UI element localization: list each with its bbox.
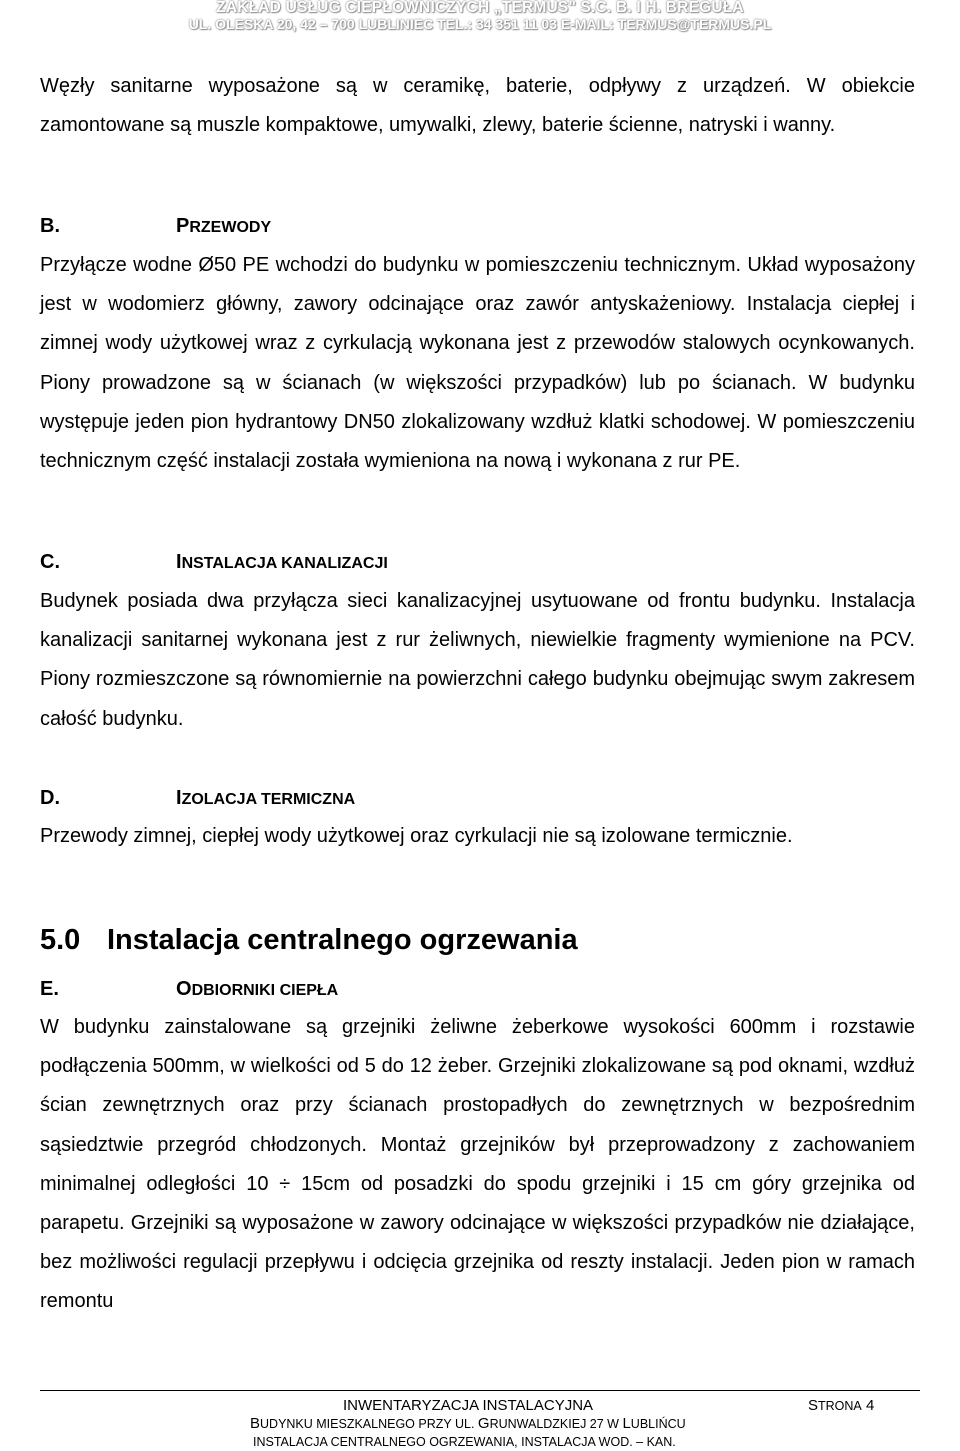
section-d-body	[40, 817, 915, 856]
section-title: ODBIORNIKI CIEPŁA	[176, 978, 339, 1000]
section-heading	[40, 786, 915, 812]
section-heading	[40, 550, 915, 576]
section-c-body	[40, 582, 915, 739]
footer-title: INWENTARYZACJA INSTALACYJNA	[343, 1397, 594, 1414]
footer-page: STRONA 4	[808, 1397, 875, 1414]
chapter-number: 5.0	[40, 924, 81, 956]
footer-divider	[40, 1390, 920, 1391]
section-c	[40, 550, 915, 576]
section-b-body	[40, 246, 915, 481]
section-heading	[40, 977, 915, 1003]
intro-block	[40, 67, 915, 145]
section-c-paragraph: Budynek posiada dwa przyłącza sieci kanalizacyjnej usytuowane od frontu budynku. Instalacja kanalizacji sanitarnej wykonana jest z rur żeliwnych, niewielkie fragmenty wymienione na PCV. Piony rozmieszczone są równomiernie na powierzchni całego budynku obejmując swym zakresem całość budynku.	[40, 590, 915, 730]
intro-paragraph: Węzły sanitarne wyposażone są w ceramikę, baterie, odpływy z urządzeń. W obiekcie zamontowane są muszle kompaktowe, umywalki, zlewy, baterie ścienne, natryski i wanny.	[40, 75, 915, 137]
section-letter: B.	[40, 215, 60, 237]
page-number: 4	[865, 1397, 875, 1414]
section-letter: D.	[40, 787, 60, 809]
section-letter: C.	[40, 551, 60, 573]
section-d	[40, 786, 915, 812]
section-d-paragraph: Przewody zimnej, ciepłej wody użytkowej oraz cyrkulacji nie są izolowane termicznie.	[40, 825, 793, 847]
section-b-paragraph: Przyłącze wodne Ø50 PE wchodzi do budynku w pomieszczeniu technicznym. Układ wyposażony jest w wodomierz główny, zawory odcinające oraz zawór antyskażeniowy. Instalacja ciepłej i zimnej wody użytkowej wraz z cyrkulacją wykonana jest z przewodów stalowych ocynkowanych. Piony prowadzone są w ścianach (w większości przypadków) lub po ścianach. W budynku występuje jeden pion hydrantowy DN50 zlokalizowany wzdłuż klatki schodowej. W pomieszczeniu technicznym część instalacji została wymieniona na nową i wykonana z rur PE.	[40, 254, 915, 473]
section-b	[40, 214, 915, 240]
chapter-heading	[40, 920, 578, 960]
section-heading	[40, 214, 915, 240]
section-e-paragraph: W budynku zainstalowane są grzejniki żeliwne żeberkowe wysokości 600mm i rozstawie podłączenia 500mm, w wielkości od 5 do 12 żeber. Grzejniki zlokalizowane są pod oknami, wzdłuż ścian zewnętrznych oraz przy ścianach prostopadłych do zewnętrznych w bezpośrednim sąsiedztwie przegród chłodzonych. Montaż grzejników był przeprowadzony z zachowaniem minimalnej odległości 10 ÷ 15cm od posadzki do spodu grzejniki i 15 cm góry grzejnika od parapetu. Grzejniki są wyposażone w zawory odcinające w większości przypadków nie działające, bez możliwości regulacji przepływu i odcięcia grzejnika od reszty instalacji. Jeden pion w ramach remontu	[40, 1016, 915, 1313]
footer-building: BUDYNKU MIESZKALNEGO PRZY UL. GRUNWALDZKIEJ 27 W LUBLIŃCU	[250, 1415, 686, 1432]
section-e-body	[40, 1008, 915, 1322]
section-letter: E.	[40, 978, 59, 1000]
chapter-title: Instalacja centralnego ogrzewania	[107, 924, 578, 956]
section-title: PRZEWODY	[176, 215, 272, 237]
section-title: IZOLACJA TERMICZNA	[176, 787, 356, 809]
section-title: INSTALACJA KANALIZACJI	[176, 551, 388, 573]
company-header-line2: UL. OLESKA 20, 42 – 700 LUBLINIEC TEL.: 34 351 11 03 E-MAIL: TERMUS@TERMUS.PL	[188, 16, 772, 32]
footer-scope: INSTALACJA CENTRALNEGO OGRZEWANIA, INSTALACJA WOD. – KAN.	[253, 1435, 676, 1449]
section-e	[40, 977, 915, 1003]
company-header-line1: ZAKŁAD USŁUG CIEPŁOWNICZYCH „TERMUS" S.C. B. I H. BREGUŁA	[216, 0, 744, 16]
